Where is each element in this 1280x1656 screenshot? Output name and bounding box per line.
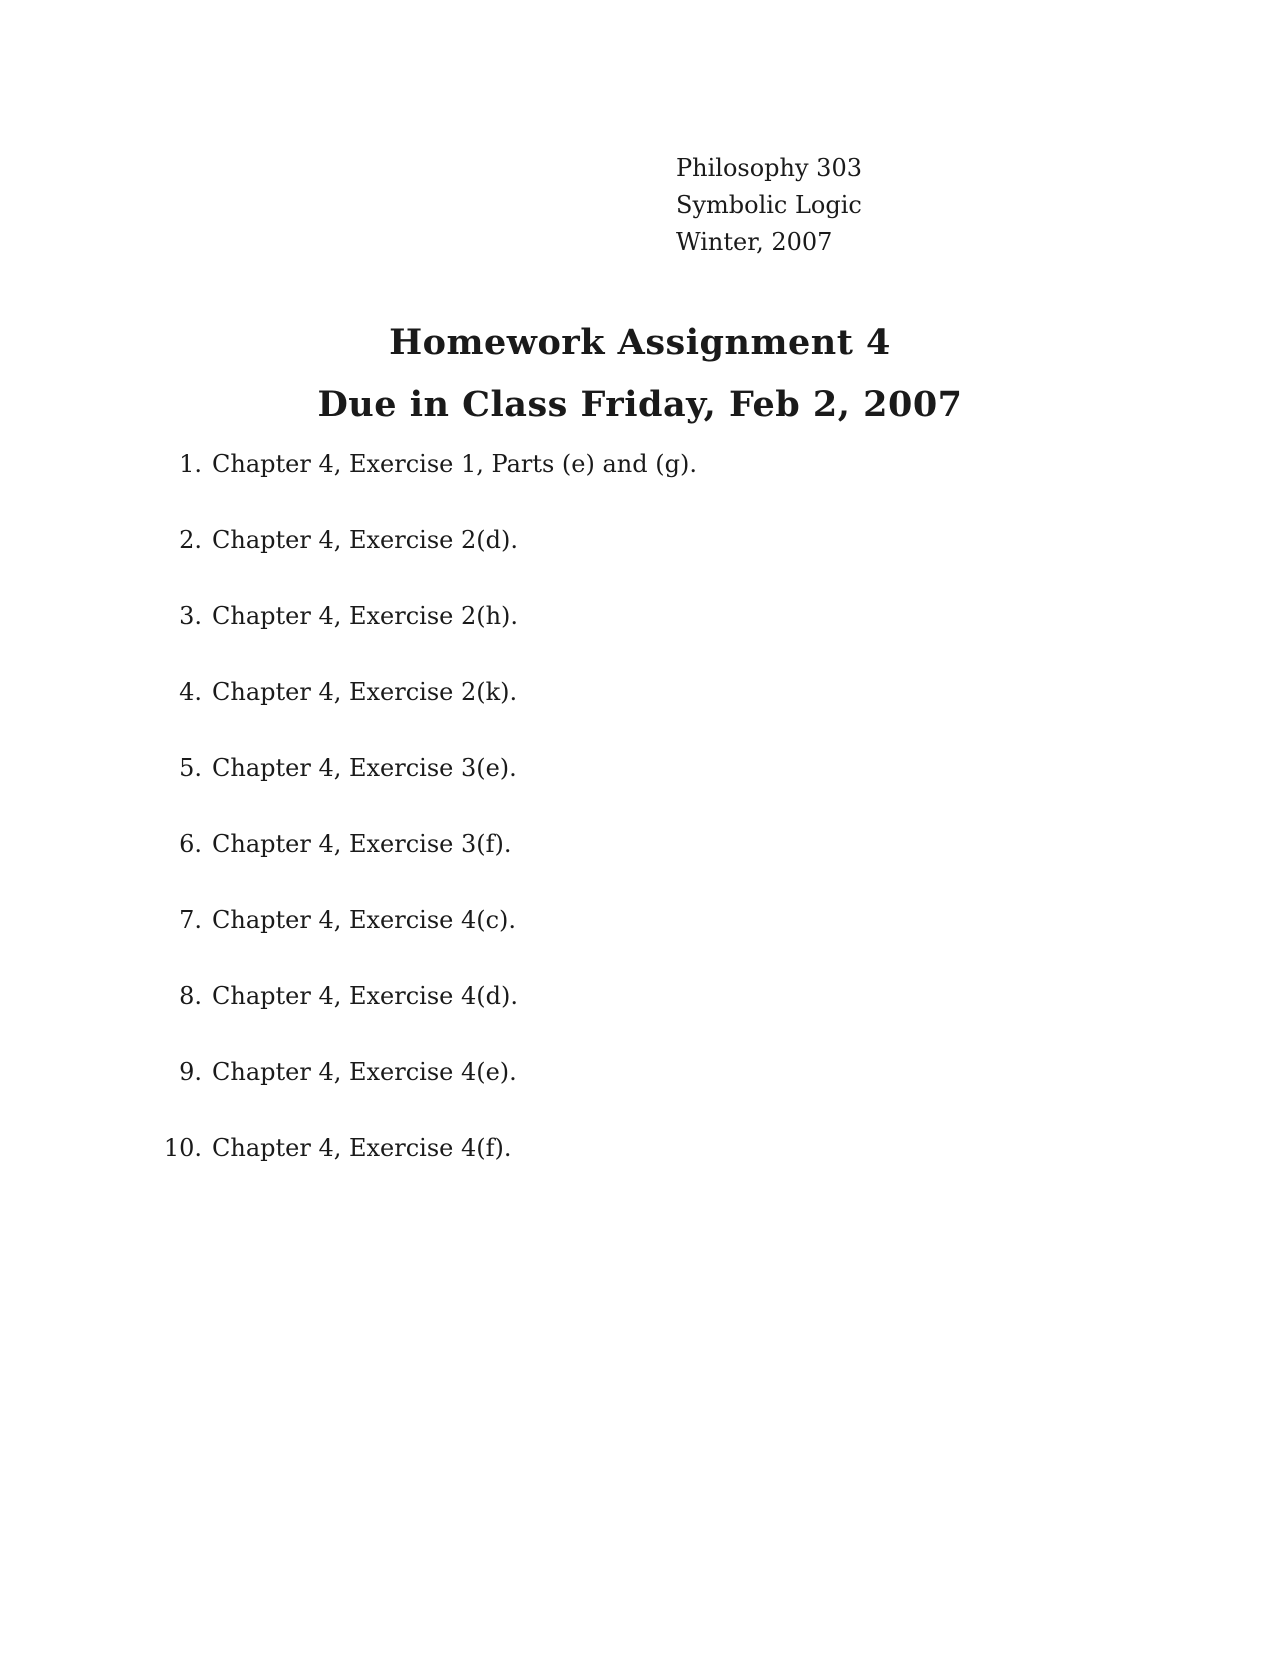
course-info	[676, 150, 862, 261]
course-name: Philosophy 303	[676, 154, 862, 182]
exercise-number: 7.	[179, 906, 202, 934]
exercise-text: Chapter 4, Exercise 4(d).	[212, 982, 518, 1010]
exercise-text: Chapter 4, Exercise 4(f).	[212, 1134, 512, 1162]
due-date-title: Due in Class Friday, Feb 2, 2007	[317, 384, 963, 425]
exercise-number: 10.	[163, 1134, 202, 1162]
exercise-text: Chapter 4, Exercise 3(f).	[212, 830, 512, 858]
exercise-number: 6.	[179, 830, 202, 858]
exercise-text: Chapter 4, Exercise 4(c).	[212, 906, 517, 934]
exercise-number: 8.	[179, 982, 202, 1010]
exercise-text: Chapter 4, Exercise 1, Parts (e) and (g).	[212, 450, 697, 478]
exercise-text: Chapter 4, Exercise 4(e).	[212, 1058, 517, 1086]
exercise-text: Chapter 4, Exercise 2(d).	[212, 526, 518, 554]
exercise-number: 2.	[179, 526, 202, 554]
exercise-text: Chapter 4, Exercise 3(e).	[212, 754, 517, 782]
course-term: Winter, 2007	[676, 228, 833, 256]
exercise-number: 1.	[179, 450, 202, 478]
exercise-text: Chapter 4, Exercise 2(h).	[212, 602, 519, 630]
exercise-number: 4.	[179, 678, 202, 706]
exercise-text: Chapter 4, Exercise 2(k).	[212, 678, 518, 706]
exercise-number: 9.	[179, 1058, 202, 1086]
course-subject: Symbolic Logic	[676, 191, 862, 219]
assignment-title: Homework Assignment 4	[389, 322, 891, 363]
exercise-number: 3.	[179, 602, 202, 630]
exercise-number: 5.	[179, 754, 202, 782]
